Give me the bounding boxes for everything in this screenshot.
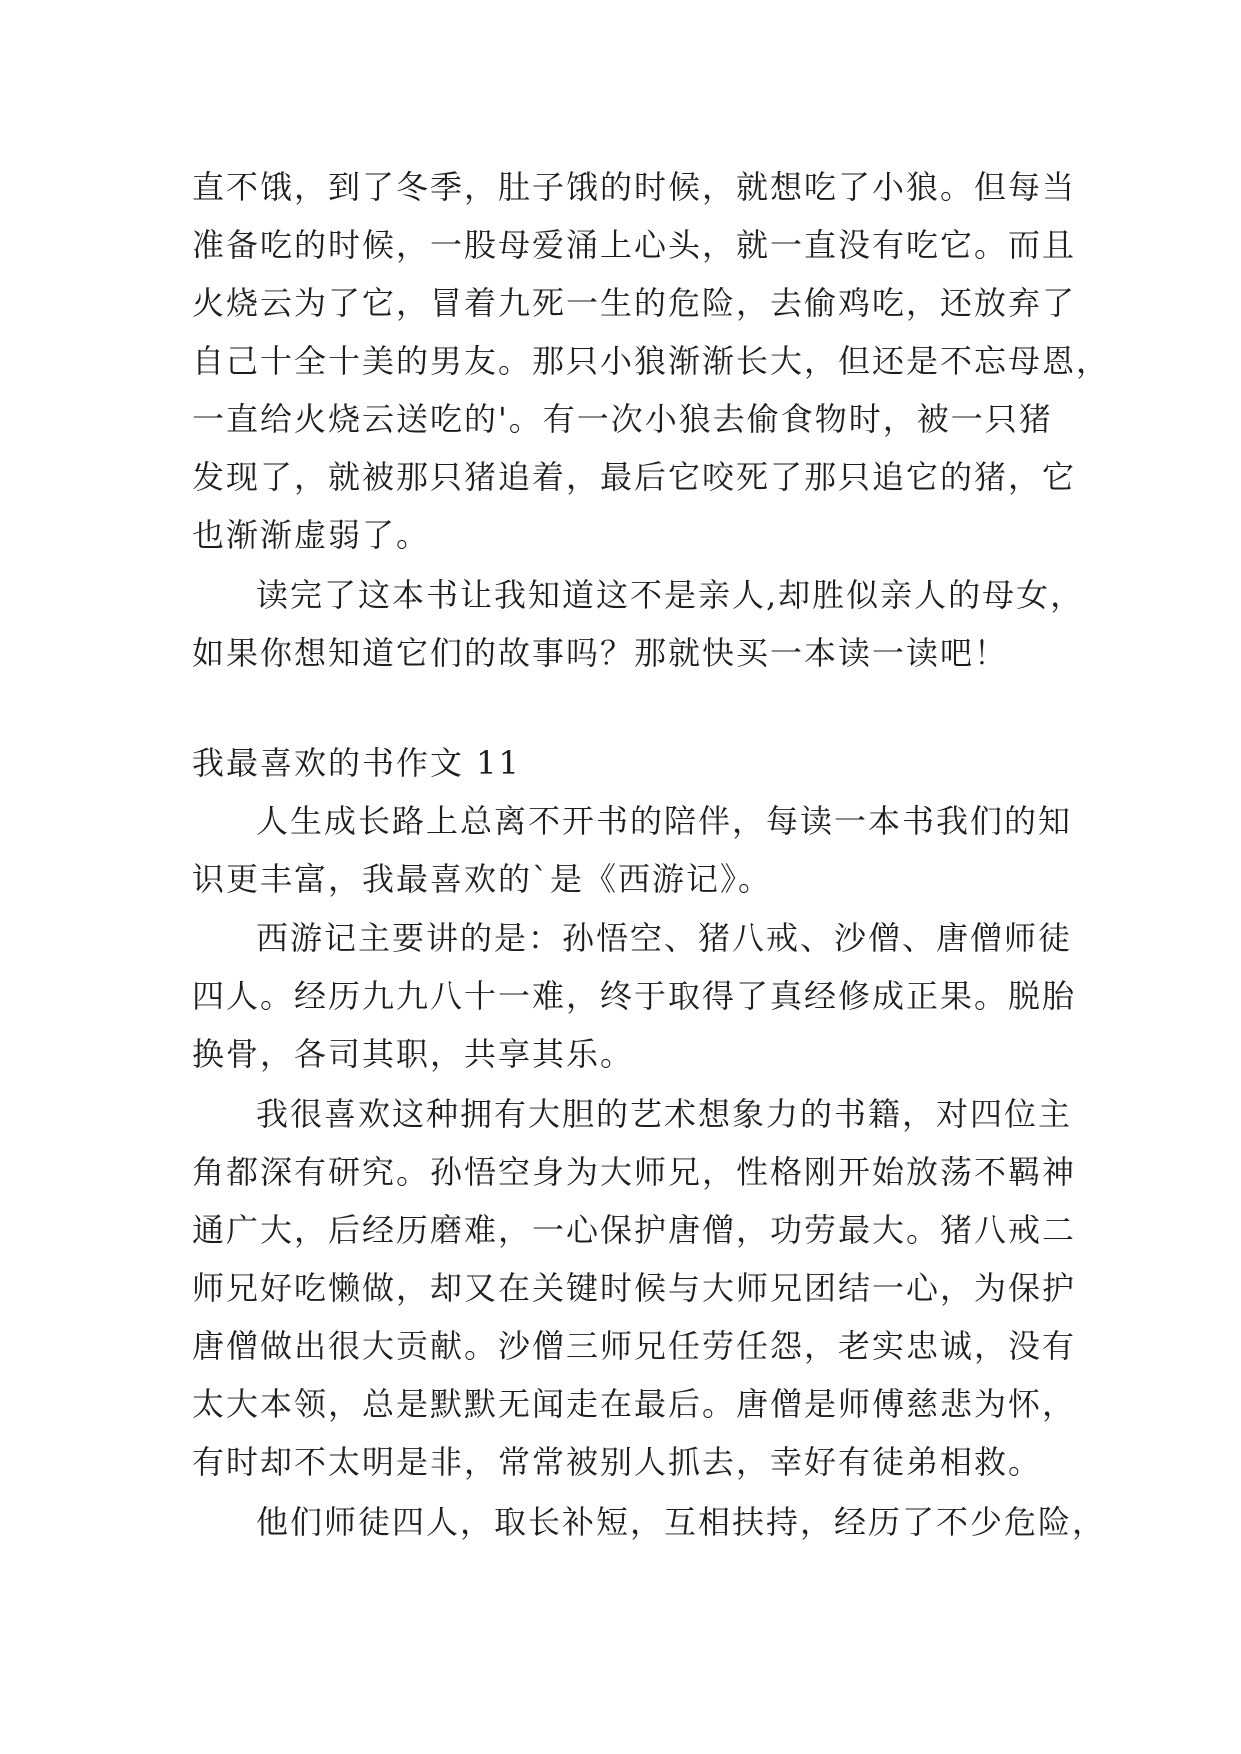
text-line: 自己十全十美的男友。那只小狼渐渐长大，但还是不忘母恩， [192, 342, 1111, 380]
text-line: 太大本领，总是默默无闻走在最后。唐僧是师傅慈悲为怀， [192, 1385, 1077, 1423]
text-line: 通广大，后经历磨难，一心保护唐僧，功劳最大。猪八戒二 [192, 1211, 1077, 1249]
text-line: 他们师徒四人，取长补短，互相扶持，经历了不少危险， [256, 1503, 1107, 1541]
text-line: 我很喜欢这种拥有大胆的艺术想象力的书籍，对四位主 [256, 1095, 1073, 1133]
text-line: 也渐渐虚弱了。 [192, 516, 431, 554]
text-line: 如果你想知道它们的故事吗？那就快买一本读一读吧！ [192, 634, 1009, 672]
text-line: 发现了，就被那只猪追着，最后它咬死了那只追它的猪，它 [192, 458, 1077, 496]
text-line: 一直给火烧云送吃的'。有一次小狼去偷食物时，被一只猪 [192, 400, 1053, 438]
text-line: 读完了这本书让我知道这不是亲人,却胜似亲人的母女， [256, 576, 1085, 614]
text-line: 人生成长路上总离不开书的陪伴，每读一本书我们的知 [256, 802, 1073, 840]
text-line: 唐僧做出很大贡献。沙僧三师兄任劳任怨，老实忠诚，没有 [192, 1327, 1077, 1365]
text-line: 有时却不太明是非，常常被别人抓去，幸好有徒弟相救。 [192, 1443, 1043, 1481]
text-line: 换骨，各司其职，共享其乐。 [192, 1035, 635, 1073]
text-line: 识更丰富，我最喜欢的`是《西游记》。 [192, 860, 773, 898]
text-line: 角都深有研究。孙悟空身为大师兄，性格刚开始放荡不羁神 [192, 1153, 1077, 1191]
section-heading: 我最喜欢的书作文 11 [192, 744, 521, 782]
text-line: 火烧云为了它，冒着九死一生的危险，去偷鸡吃，还放弃了 [192, 284, 1077, 322]
text-line: 准备吃的时候，一股母爱涌上心头，就一直没有吃它。而且 [192, 226, 1077, 264]
text-line: 四人。经历九九八十一难，终于取得了真经修成正果。脱胎 [192, 977, 1077, 1015]
text-line: 直不饿，到了冬季，肚子饿的时候，就想吃了小狼。但每当 [192, 168, 1077, 206]
text-line: 师兄好吃懒做，却又在关键时候与大师兄团结一心，为保护 [192, 1269, 1077, 1307]
text-line: 西游记主要讲的是：孙悟空、猪八戒、沙僧、唐僧师徒 [256, 919, 1073, 957]
